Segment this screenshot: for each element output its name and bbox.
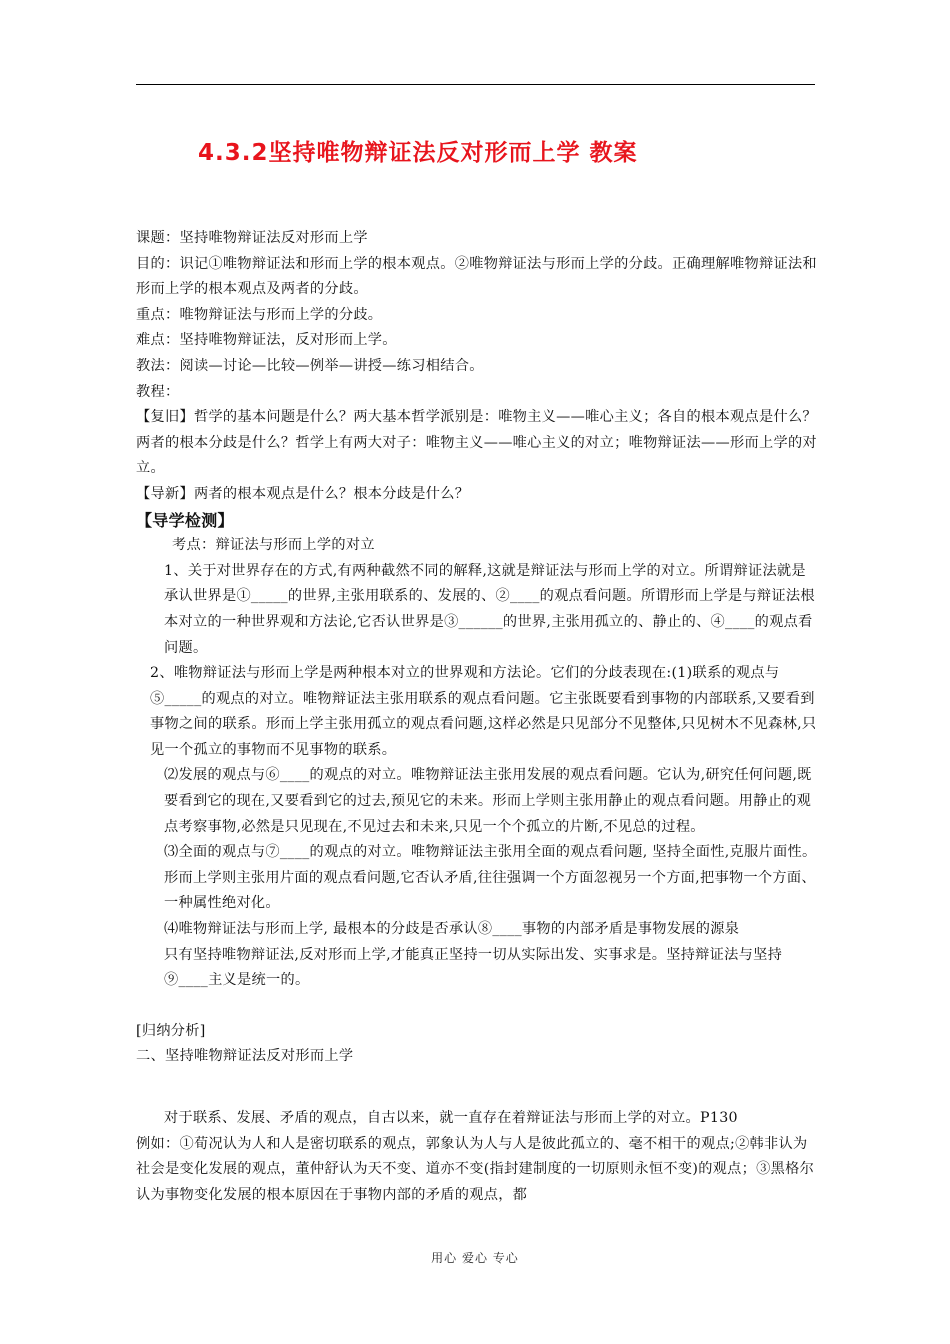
method-line: 教法：阅读—讨论—比较—例举—讲授—练习相结合。 [136,357,484,374]
question-2-part-3: ⑶全面的观点与⑦____的观点的对立。唯物辩证法主张用全面的观点看问题, 坚持全面性,克服片面性。形而上学则主张用片面的观点看问题,它否认矛盾,往往强调一个方面忽视另一个方面,把事物一个方面、一种属性绝对化。 [164,844,817,912]
question-1-paragraph: 1、关于对世界存在的方式,有两种截然不同的解释,这就是辩证法与形而上学的对立。所谓辩证法就是承认世界是①_____的世界,主张用联系的、发展的、②____的观点看问题。所谓形而上学是与辩证法根本对立的一种世界观和方法论,它否认世界是③______的世界,主张用孤立的、静止的、④____的观点看问题。 [164,562,815,656]
conclusion-paragraph: 只有坚持唯物辩证法,反对形而上学,才能真正坚持一切从实际出发、实事求是。坚持辩证法与坚持⑨____主义是统一的。 [164,946,783,989]
section-two-heading: 二、坚持唯物辩证法反对形而上学 [136,1048,354,1065]
question-2-paragraph: 2、唯物辩证法与形而上学是两种根本对立的世界观和方法论。它们的分歧表现在:(1)联系的观点与⑤_____的观点的对立。唯物辩证法主张用联系的观点看问题。它主张既要看到事物的内部联系,又要看到事物之间的联系。形而上学主张用孤立的观点看问题,这样必然是只见部分不见整体,只见树木不见森林,只见一个孤立的事物而不见事物的联系。 [150,665,817,758]
process-line: 教程： [136,383,180,400]
document-title: 4.3.2坚持唯物辩证法反对形而上学 教案 [198,140,638,166]
analysis-paragraph: 对于联系、发展、矛盾的观点，自古以来，就一直存在着辩证法与形而上学的对立。P130 [164,1110,738,1126]
document-body [136,226,818,1208]
example-paragraph: 例如：①荀况认为人和人是密切联系的观点，郭象认为人与人是彼此孤立的、毫不相干的观点;②韩非认为社会是变化发展的观点，董仲舒认为天不变、道亦不变(指封建制度的一切原则永恒不变)的观点；③黑格尔认为事物变化发展的根本原因在于事物内部的矛盾的观点，都 [136,1135,815,1203]
question-2-part-4: ⑷唯物辩证法与形而上学, 最根本的分歧是否承认⑧____事物的内部矛盾是事物发展的源泉 [164,921,740,938]
exam-point-line: 考点：辩证法与形而上学的对立 [172,537,375,554]
topic-line: 课题：坚持唯物辩证法反对形而上学 [136,230,368,246]
objective-line: 目的：识记①唯物辩证法和形而上学的根本观点。②唯物辩证法与形而上学的分歧。正确理解唯物辩证法和形而上学的根本观点及两者的分歧。 [136,255,817,298]
review-paragraph: 【复旧】哲学的基本问题是什么？两大基本哲学派别是：唯物主义——唯心主义；各自的根本观点是什么？两者的根本分歧是什么？哲学上有两大对子：唯物主义——唯心主义的对立；唯物辩证法——形而上学的对立。 [136,409,817,477]
header-rule [136,84,815,85]
difficulty-line: 难点：坚持唯物辩证法，反对形而上学。 [136,332,397,349]
analysis-heading: [归纳分析] [136,1022,206,1039]
intro-line: 【导新】两者的根本观点是什么？根本分歧是什么？ [136,485,470,502]
page-footer: 用心 爱心 专心 [431,1251,519,1265]
section-heading-check: 【导学检测】 [136,510,234,530]
key-point-line: 重点：唯物辩证法与形而上学的分歧。 [136,306,383,323]
question-2-part-2: ⑵发展的观点与⑥____的观点的对立。唯物辩证法主张用发展的观点看问题。它认为,研究任何问题,既要看到它的现在,又要看到它的过去,预见它的未来。形而上学则主张用静止的观点看问题。用静止的观点考察事物,必然是只见现在,不见过去和未来,只见一个个孤立的片断,不见总的过程。 [164,767,812,835]
